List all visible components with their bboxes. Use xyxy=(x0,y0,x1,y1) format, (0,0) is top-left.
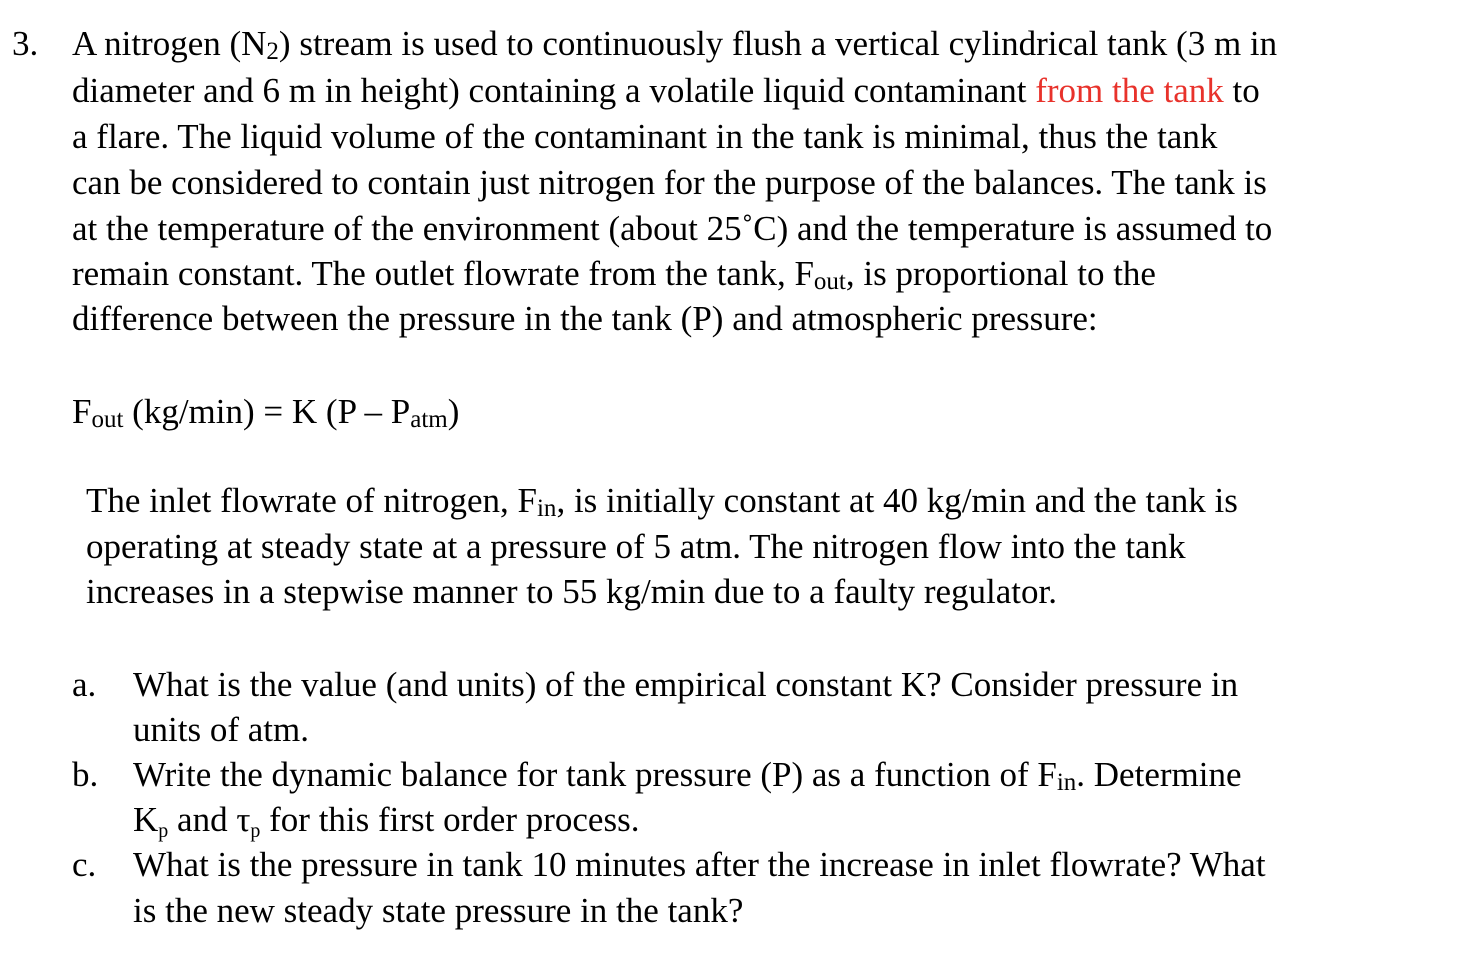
text-run: A nitrogen (N xyxy=(72,24,267,63)
text-run: for this first order process. xyxy=(260,800,640,839)
equation-symbol: F xyxy=(72,392,92,431)
subscript: 2 xyxy=(266,38,279,65)
question-line-3: a flare. The liquid volume of the contaminant in the tank is minimal, thus the tank xyxy=(72,117,1218,156)
text-run: to xyxy=(1223,71,1260,110)
subscript: out xyxy=(91,406,124,433)
question-line-5: at the temperature of the environment (about 25˚C) and the temperature is assumed to xyxy=(72,209,1273,248)
part-a-label: a. xyxy=(72,665,97,704)
text-run: diameter and 6 m in height) containing a volatile liquid contaminant xyxy=(72,71,1036,110)
text-run: K xyxy=(133,800,159,839)
equation xyxy=(72,390,459,442)
part-c-line-1: What is the pressure in tank 10 minutes after the increase in inlet flowrate? What xyxy=(133,845,1266,884)
paragraph2-line-1 xyxy=(86,479,1238,531)
text-run: and τ xyxy=(168,800,251,839)
equation-text: (kg/min) = K (P – P xyxy=(123,392,411,431)
subscript: p xyxy=(158,820,169,842)
question-line-7: difference between the pressure in the tank (P) and atmospheric pressure: xyxy=(72,299,1098,338)
text-run: , is initially constant at 40 kg/min and the tank is xyxy=(556,481,1238,520)
text-run: Write the dynamic balance for tank pressure (P) as a function of F xyxy=(133,755,1057,794)
subscript: atm xyxy=(410,406,448,433)
paragraph2-line-2: operating at steady state at a pressure of 5 atm. The nitrogen flow into the tank xyxy=(86,527,1186,566)
subscript: in xyxy=(536,495,557,522)
text-run: . Determine xyxy=(1076,755,1242,794)
equation-text: ) xyxy=(447,392,460,431)
subscript: in xyxy=(1056,769,1077,796)
part-a-line-2: units of atm. xyxy=(133,710,309,749)
text-run: The inlet flowrate of nitrogen, F xyxy=(86,481,537,520)
question-line-4: can be considered to contain just nitrogen for the purpose of the balances. The tank is xyxy=(72,163,1267,202)
subscript: p xyxy=(250,820,261,842)
paragraph2-line-3: increases in a stepwise manner to 55 kg/min due to a faulty regulator. xyxy=(86,572,1057,611)
text-run: ) stream is used to continuously flush a vertical cylindrical tank (3 m in xyxy=(278,24,1278,63)
text-run: , is proportional to the xyxy=(845,254,1156,293)
part-c-label: c. xyxy=(72,845,97,884)
question-line-2 xyxy=(72,69,1260,113)
question-line-1 xyxy=(72,22,1277,74)
subscript: out xyxy=(813,268,846,295)
question-number: 3. xyxy=(12,24,39,63)
text-run: remain constant. The outlet flowrate from the tank, F xyxy=(72,254,814,293)
highlighted-text: from the tank xyxy=(1035,71,1224,110)
part-c-line-2: is the new steady state pressure in the tank? xyxy=(133,891,744,930)
part-b-label: b. xyxy=(72,755,99,794)
part-a-line-1: What is the value (and units) of the empirical constant K? Consider pressure in xyxy=(133,665,1239,704)
